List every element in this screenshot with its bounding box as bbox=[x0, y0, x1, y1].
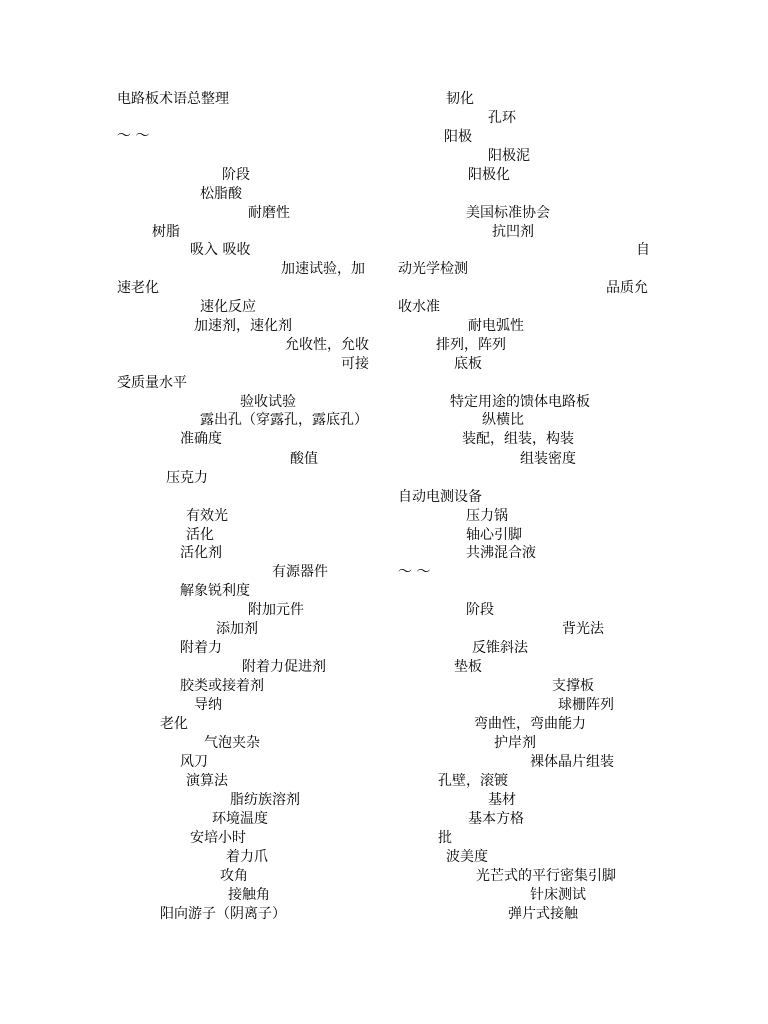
term: 组装密度 bbox=[520, 451, 576, 467]
term: 树脂 bbox=[152, 224, 180, 240]
term: 共沸混合液 bbox=[466, 545, 536, 561]
term: 护岸剂 bbox=[494, 735, 536, 751]
term: 脂纺族溶剂 bbox=[230, 792, 300, 808]
term: 添加剂 bbox=[216, 621, 258, 637]
term: 压力锅 bbox=[466, 508, 508, 524]
term: 准确度 bbox=[180, 431, 222, 447]
term: 特定用途的馈体电路板 bbox=[450, 394, 590, 410]
term: 阳极泥 bbox=[488, 148, 530, 164]
term: 背光法 bbox=[562, 621, 604, 637]
term: 底板 bbox=[454, 356, 482, 372]
term: 针床测试 bbox=[530, 887, 586, 903]
term: 风刀 bbox=[180, 754, 208, 770]
term: 纵横比 bbox=[482, 412, 524, 428]
term: 收水准 bbox=[398, 299, 440, 315]
term: 压克力 bbox=[166, 470, 208, 486]
term: 酸值 bbox=[290, 451, 318, 467]
term: 韧化 bbox=[446, 91, 474, 107]
term: 弯曲性，弯曲能力 bbox=[474, 716, 586, 732]
term: 攻角 bbox=[220, 868, 248, 884]
term: 支撑板 bbox=[552, 678, 594, 694]
term: 美国标准协会 bbox=[466, 205, 550, 221]
term: 安培小时 bbox=[190, 830, 246, 846]
term: 导纳 bbox=[194, 697, 222, 713]
term: 加速剂，速化剂 bbox=[194, 318, 292, 334]
term: 动光学检测 bbox=[398, 261, 468, 277]
term: 受质量水平 bbox=[117, 375, 187, 391]
document-title: 电路板术语总整理 bbox=[117, 91, 229, 107]
term: 反锥斜法 bbox=[472, 640, 528, 656]
term: 气泡夹杂 bbox=[204, 735, 260, 751]
term: 速化反应 bbox=[200, 299, 256, 315]
term: 抗凹剂 bbox=[492, 224, 534, 240]
term: 孔壁，滚镀 bbox=[438, 773, 508, 789]
term: 轴心引脚 bbox=[466, 527, 522, 543]
term: ～ ～ bbox=[398, 564, 431, 580]
term: 基材 bbox=[488, 792, 516, 808]
term: 附着力 bbox=[180, 640, 222, 656]
term: 接触角 bbox=[228, 887, 270, 903]
term: 附加元件 bbox=[248, 602, 304, 618]
term: 弹片式接触 bbox=[508, 906, 578, 922]
term: 裸体晶片组装 bbox=[530, 754, 614, 770]
term: 基本方格 bbox=[468, 811, 524, 827]
term: 自 bbox=[636, 242, 650, 258]
term: 阳极化 bbox=[468, 167, 510, 183]
term: 环境温度 bbox=[212, 811, 268, 827]
term: 排列，阵列 bbox=[436, 337, 506, 353]
term: 自动电测设备 bbox=[398, 489, 482, 505]
term: 老化 bbox=[160, 716, 188, 732]
term: 球栅阵列 bbox=[558, 697, 614, 713]
term: 胶类或接着剂 bbox=[180, 678, 264, 694]
term: 吸入 吸收 bbox=[190, 242, 251, 258]
term: 阶段 bbox=[222, 167, 250, 183]
term: 装配，组装，构装 bbox=[462, 431, 574, 447]
term: 允收性，允收 bbox=[285, 337, 369, 353]
term: 加速试验，加 bbox=[281, 261, 365, 277]
term: 有效光 bbox=[186, 508, 228, 524]
term: 演算法 bbox=[186, 773, 228, 789]
term: 活化 bbox=[186, 527, 214, 543]
term: 附着力促进剂 bbox=[242, 659, 326, 675]
term: 速老化 bbox=[117, 280, 159, 296]
term: ～ ～ bbox=[117, 128, 150, 144]
term: 松脂酸 bbox=[200, 186, 242, 202]
term: 耐磨性 bbox=[248, 205, 290, 221]
term: 解象锐利度 bbox=[180, 583, 250, 599]
term: 验收试验 bbox=[240, 394, 296, 410]
term: 活化剂 bbox=[180, 545, 222, 561]
term: 孔环 bbox=[488, 110, 516, 126]
term: 阳极 bbox=[444, 129, 472, 145]
term: 耐电弧性 bbox=[468, 318, 524, 334]
term: 垫板 bbox=[454, 659, 482, 675]
term: 批 bbox=[438, 830, 452, 846]
term: 光芒式的平行密集引脚 bbox=[476, 868, 616, 884]
right-column bbox=[390, 0, 768, 1024]
term: 阶段 bbox=[466, 602, 494, 618]
term: 着力爪 bbox=[226, 849, 268, 865]
term: 露出孔（穿露孔，露底孔） bbox=[200, 412, 368, 428]
term: 阳向游子（阴离子） bbox=[160, 906, 286, 922]
term: 波美度 bbox=[446, 849, 488, 865]
term: 可接 bbox=[341, 356, 369, 372]
term: 有源器件 bbox=[272, 564, 328, 580]
term: 品质允 bbox=[606, 280, 648, 296]
